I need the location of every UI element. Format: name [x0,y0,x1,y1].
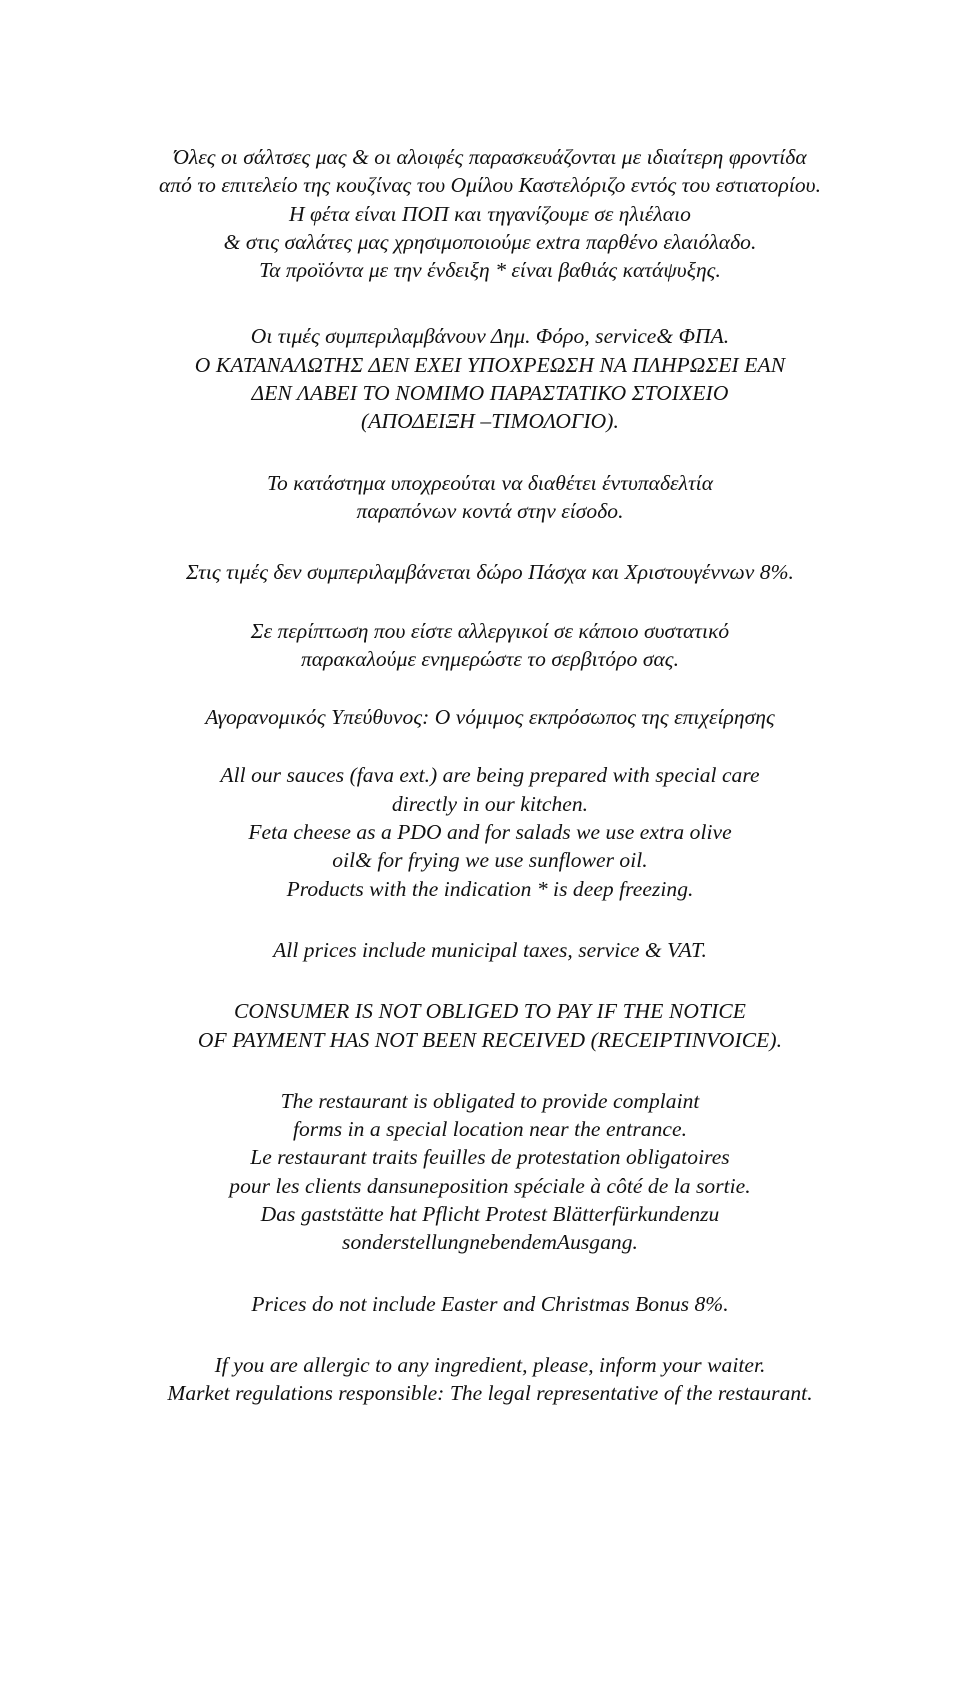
english-bonus-block [60,1290,920,1318]
greek-consumer-notice-line-3: (ΑΠΟΔΕΙΞΗ –ΤΙΜΟΛΟΓΙΟ). [361,409,619,434]
greek-consumer-notice-line-2: ΔΕΝ ΛΑΒΕΙ ΤΟ ΝΟΜΙΜΟ ΠΑΡΑΣΤΑΤΙΚΟ ΣΤΟΙΧΕΙΟ [251,381,729,406]
notice-body [0,143,980,1408]
greek-allergies-block [60,617,920,674]
english-receipt-notice-line-2: OF PAYMENT HAS NOT BEEN RECEIVED (RECEIPTINVOICE). [197,1027,783,1052]
german-complaint-forms-line-1: Das gaststätte hat Pflicht Protest Blätterfürkundenzu [260,1202,720,1227]
greek-preparation-line-3: Η φέτα είναι ΠΟΠ και τηγανίζουμε σε ηλιέλαιο [289,201,691,226]
english-preparation-line-3: Feta cheese as a PDO and for salads we use extra olive [248,820,732,845]
english-bonus-line: Prices do not include Easter and Christmas Bonus 8%. [251,1291,729,1316]
greek-allergies-line-1: Σε περίπτωση που είστε αλλεργικοί σε κάποιο συστατικό [250,618,730,643]
greek-responsible-line: Αγορανομικός Υπεύθυνος: Ο νόμιμος εκπρόσωπος της επιχείρησης [205,705,775,730]
english-receipt-notice-block [60,997,920,1054]
english-prices-block [60,936,920,964]
greek-prices-receipt-block [60,322,920,435]
english-complaint-forms-line-1: The restaurant is obligated to provide complaint [280,1088,700,1113]
multilingual-complaint-forms-block [60,1087,920,1257]
english-prices-line: All prices include municipal taxes, service & VAT. [273,937,707,962]
greek-consumer-notice-line-1: Ο ΚΑΤΑΝΑΛΩΤΗΣ ΔΕΝ ΕΧΕΙ ΥΠΟΧΡΕΩΣΗ ΝΑ ΠΛΗΡΩΣΕΙ ΕΑΝ [194,352,786,377]
french-complaint-forms-line-2: pour les clients dansuneposition spéciale à côté de la sortie. [229,1173,751,1198]
greek-preparation-line-4: & στις σαλάτες μας χρησιμοποιούμε extra παρθένο ελαιόλαδο. [223,229,757,254]
english-preparation-line-4: oil& for frying we use sunflower oil. [332,848,648,873]
english-responsible-line: Market regulations responsible: The legal representative of the restaurant. [167,1381,813,1406]
german-complaint-forms-line-2: sonderstellungnebendemAusgang. [342,1230,638,1255]
greek-preparation-line-5: Τα προϊόντα με την ένδειξη * είναι βαθιάς κατάψυξης. [259,258,721,283]
greek-allergies-line-2: παρακαλούμε ενημερώστε το σερβιτόρο σας. [300,646,680,671]
greek-prices-line: Οι τιμές συμπεριλαμβάνουν Δημ. Φόρο, service& ΦΠΑ. [250,324,730,349]
french-complaint-forms-line-1: Le restaurant traits feuilles de protestation obligatoires [250,1145,730,1170]
english-preparation-block [60,761,920,902]
greek-preparation-line-1: Όλες οι σάλτσες μας & οι αλοιφές παρασκευάζονται με ιδιαίτερη φροντίδα [173,145,807,169]
english-preparation-line-5: Products with the indication * is deep freezing. [286,876,694,901]
greek-complaint-forms-line-2: παραπόνων κοντά στην είσοδο. [356,498,624,523]
greek-preparation-block [60,143,920,284]
greek-bonus-line: Στις τιμές δεν συμπεριλαμβάνεται δώρο Πάσχα και Χριστουγέννων 8%. [186,560,794,585]
english-allergies-responsible-block [60,1351,920,1408]
english-complaint-forms-line-2: forms in a special location near the entrance. [292,1117,687,1142]
english-allergies-line: If you are allergic to any ingredient, please, inform your waiter. [214,1352,766,1377]
english-preparation-line-2: directly in our kitchen. [391,791,589,816]
greek-complaint-forms-line-1: Το κατάστημα υποχρεούται να διαθέτει έντυπαδελτία [266,470,714,495]
greek-complaint-forms-block [60,469,920,526]
english-preparation-line-1: All our sauces (fava ext.) are being prepared with special care [220,763,760,788]
greek-responsible-block [60,703,920,731]
greek-preparation-line-2: από το επιτελείο της κουζίνας του Ομίλου Καστελόριζο εντός του εστιατορίου. [158,173,822,198]
greek-bonus-block [60,558,920,586]
english-receipt-notice-line-1: CONSUMER IS NOT OBLIGED TO PAY IF THE NOTICE [233,999,747,1024]
